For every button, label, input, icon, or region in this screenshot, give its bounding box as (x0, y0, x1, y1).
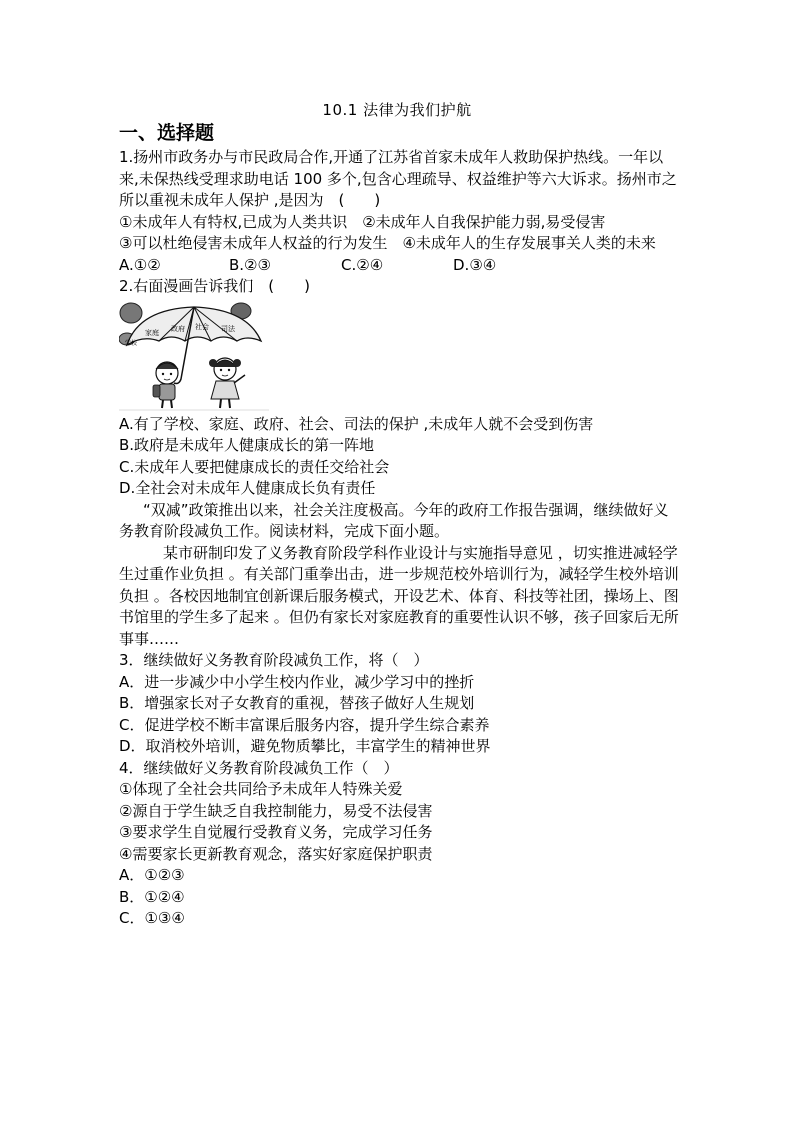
umbrella-label-society: 社会 (195, 322, 209, 331)
umbrella-label-school: 学校 (125, 339, 138, 347)
q3-option-d: D．取消校外培训，避免物质攀比，丰富学生的精神世界 (119, 737, 491, 755)
umbrella-label-family: 家庭 (145, 328, 159, 337)
q1-option-b: B.②③ (229, 255, 271, 274)
q1-option-c: C.②④ (341, 255, 384, 274)
umbrella-label-judiciary: 司法 (221, 324, 235, 333)
q1-options (119, 255, 679, 277)
section-heading: 一、选择题 (119, 122, 215, 144)
page-title: 10.1 法律为我们护航 (322, 101, 472, 119)
q1-option-a: A.①② (119, 255, 161, 274)
q3-option-b: B．增强家长对子女教育的重视，替孩子做好人生规划 (119, 694, 475, 712)
umbrella-label-government: 政府 (171, 324, 185, 333)
q4-stem: 4．继续做好义务教育阶段减负工作（ ） (119, 758, 399, 777)
q4-statement-2: ②源自于学生缺乏自我控制能力，易受不法侵害 (119, 801, 433, 820)
umbrella-cartoon-image (119, 301, 269, 411)
q2-option-a: A.有了学校、家庭、政府、社会、司法的保护 ,未成年人就不会受到伤害 (119, 414, 594, 433)
material-intro: “双减”政策推出以来，社会关注度极高。今年的政府工作报告强调，继续做好义务教育阶段减负工作。阅读材料，完成下面小题。 (119, 500, 669, 540)
q3-option-c: C．促进学校不断丰富课后服务内容，提升学生综合素养 (119, 715, 490, 734)
material-passage: 某市研制印发了义务教育阶段学科作业设计与实施指导意见 ，切实推进减轻学生过重作业负担 。有关部门重拳出击，进一步规范校外培训行为，减轻学生校外培训负担 。各校因地制宜创新课后服务模式，开设艺术、体育、科技等社团，操场上、图书馆里的学生多了起来 。但仍有家长对家庭教育的重要性认识不够，孩子回家后无所事事…… (119, 543, 679, 648)
q2-option-b: B.政府是未成年人健康成长的第一阵地 (119, 436, 375, 454)
q2-option-d: D.全社会对未成年人健康成长负有责任 (119, 479, 376, 497)
q4-statement-4: ④需要家长更新教育观念，落实好家庭保护职责 (119, 844, 433, 863)
q1-option-d: D.③④ (453, 255, 497, 274)
q4-statement-1: ①体现了全社会共同给予未成年人特殊关爱 (119, 780, 403, 798)
q3-option-a: A．进一步减少中小学生校内作业，减少学习中的挫折 (119, 672, 475, 691)
q1-statements-line1: ①未成年人有特权,已成为人类共识 ②未成年人自我保护能力弱,易受侵害 (119, 212, 606, 231)
q4-statement-3: ③要求学生自觉履行受教育义务，完成学习任务 (119, 823, 433, 841)
q1-stem: 1.扬州市政务办与市民政局合作,开通了江苏省首家未成年人救助保护热线。一年以来,未保热线受理求助电话 100 多个,包含心理疏导、权益维护等六大诉求。扬州市之所以重视未成年人保护 ,是因为 ( ) (119, 148, 677, 209)
q1-statements-line2: ③可以杜绝侵害未成年人权益的行为发生 ④未成年人的生存发展事关人类的未来 (119, 234, 656, 252)
q4-option-a: A．①②③ (119, 866, 185, 884)
q4-option-c: C．①③④ (119, 909, 185, 927)
q3-stem: 3．继续做好义务教育阶段减负工作，将（ ） (119, 651, 429, 669)
q2-option-c: C.未成年人要把健康成长的责任交给社会 (119, 457, 390, 476)
question-content (119, 147, 679, 930)
q2-stem: 2.右面漫画告诉我们 ( ) (119, 277, 311, 295)
q4-option-b: B．①②④ (119, 887, 185, 906)
